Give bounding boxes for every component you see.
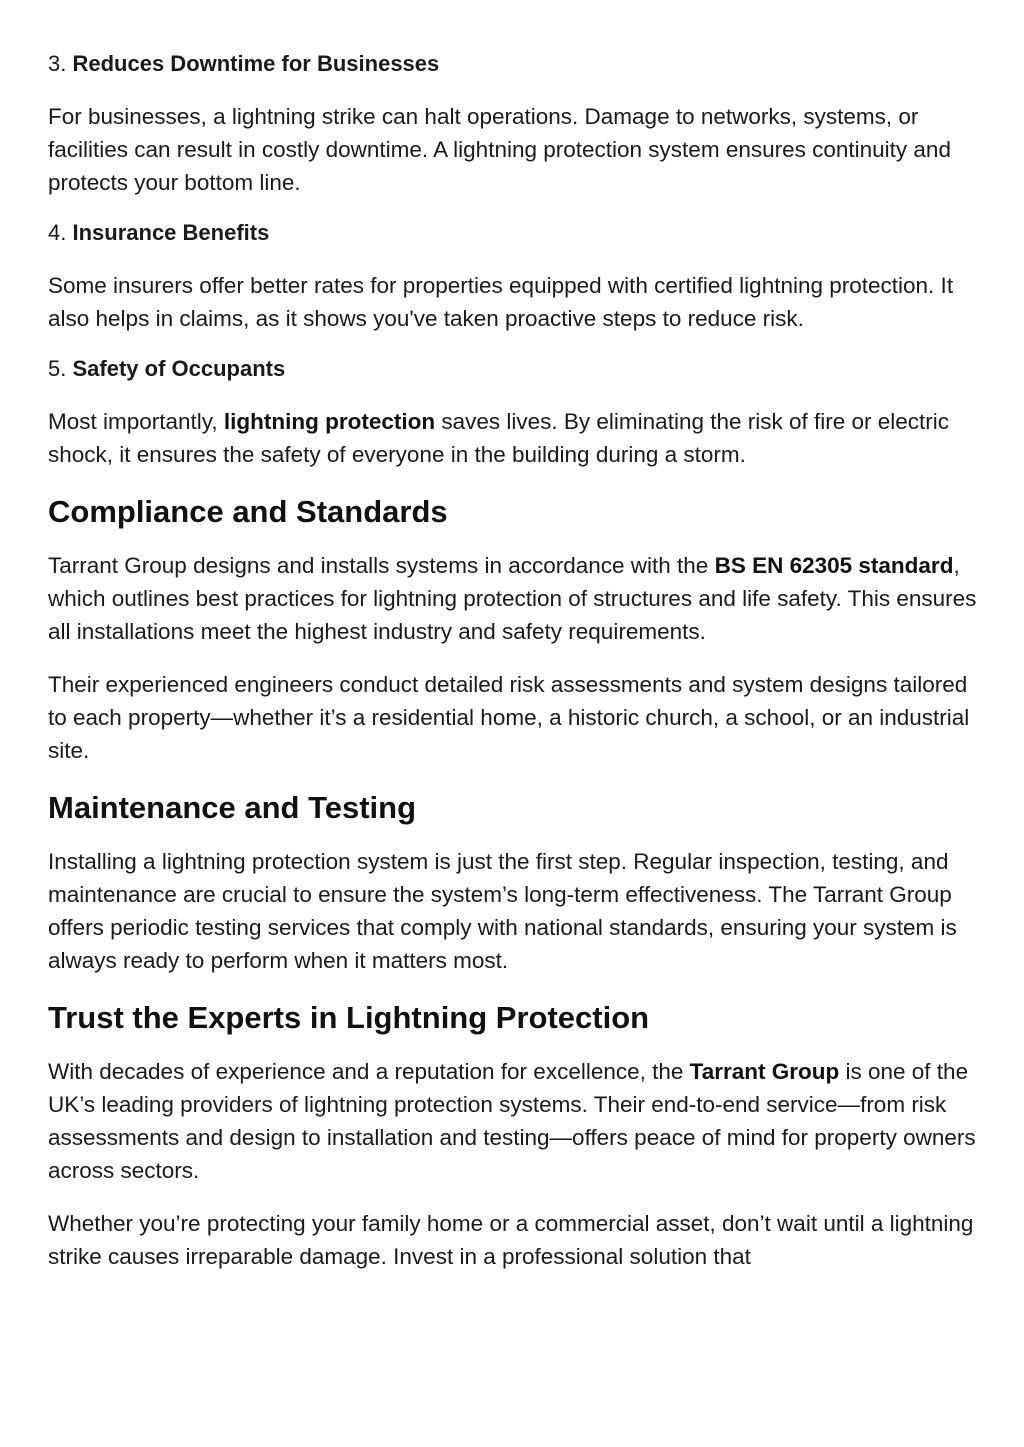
emphasis-text: lightning protection: [223, 409, 436, 434]
compliance-paragraph-2: Their experienced engineers conduct detailed risk assessments and system designs tailored to each property—whether it’s a residential home, a historic church, a school, or an industrial site.: [48, 672, 970, 763]
trust-paragraph-2: Whether you’re protecting your family home or a commercial asset, don’t wait until a lightning strike causes irreparable damage. Invest in a professional solution that: [48, 1211, 974, 1269]
item-title: Reduces Downtime for Businesses: [72, 51, 440, 76]
item-heading-3: [48, 50, 984, 78]
maintenance-paragraph-1: Installing a lightning protection system is just the first step. Regular inspection, testing, and maintenance are crucial to ensure the system’s long-term effectiveness. The Tarrant Group offers periodic testing services that comply with national standards, ensuring your system is always ready to perform when it matters most.: [48, 849, 957, 973]
item-body-5: [48, 405, 984, 471]
compliance-paragraph-1: [48, 549, 984, 648]
trust-paragraph-1: [48, 1055, 984, 1187]
body-text: Tarrant Group designs and installs systems in accordance with the: [48, 553, 715, 578]
body-text: Most importantly,: [48, 409, 224, 434]
body-text: is one of the UK’s leading providers of lightning protection systems. Their end-to-end service—from risk assessments and design to installation and testing—offers peace of mind for property owners across sectors.: [48, 1059, 976, 1183]
item-number: 5.: [48, 356, 67, 381]
body-text: With decades of experience and a reputation for excellence, the: [48, 1059, 690, 1084]
item-title: Insurance Benefits: [72, 220, 270, 245]
emphasis-text: BS EN 62305 standard: [714, 553, 954, 578]
emphasis-text: Tarrant Group: [689, 1059, 840, 1084]
item-number: 3.: [48, 51, 67, 76]
item-body-4: Some insurers offer better rates for properties equipped with certified lightning protection. It also helps in claims, as it shows you've taken proactive steps to reduce risk.: [48, 273, 954, 331]
body-text: saves lives. By eliminating the risk of fire or electric shock, it ensures the safety of everyone in the building during a storm.: [48, 409, 950, 467]
item-number: 4.: [48, 220, 67, 245]
item-heading-4: [48, 219, 984, 247]
item-title: Safety of Occupants: [72, 356, 286, 381]
section-heading-maintenance: Maintenance and Testing: [48, 790, 417, 825]
body-text: , which outlines best practices for lightning protection of structures and life safety. This ensures all installations meet the highest industry and safety requirements.: [48, 553, 977, 644]
section-heading-trust: Trust the Experts in Lightning Protection: [48, 1000, 650, 1035]
item-body-3: For businesses, a lightning strike can halt operations. Damage to networks, systems, or facilities can result in costly downtime. A lightning protection system ensures continuity and protects your bottom line.: [48, 104, 951, 195]
section-heading-compliance: Compliance and Standards: [48, 494, 448, 529]
item-heading-5: [48, 355, 984, 383]
